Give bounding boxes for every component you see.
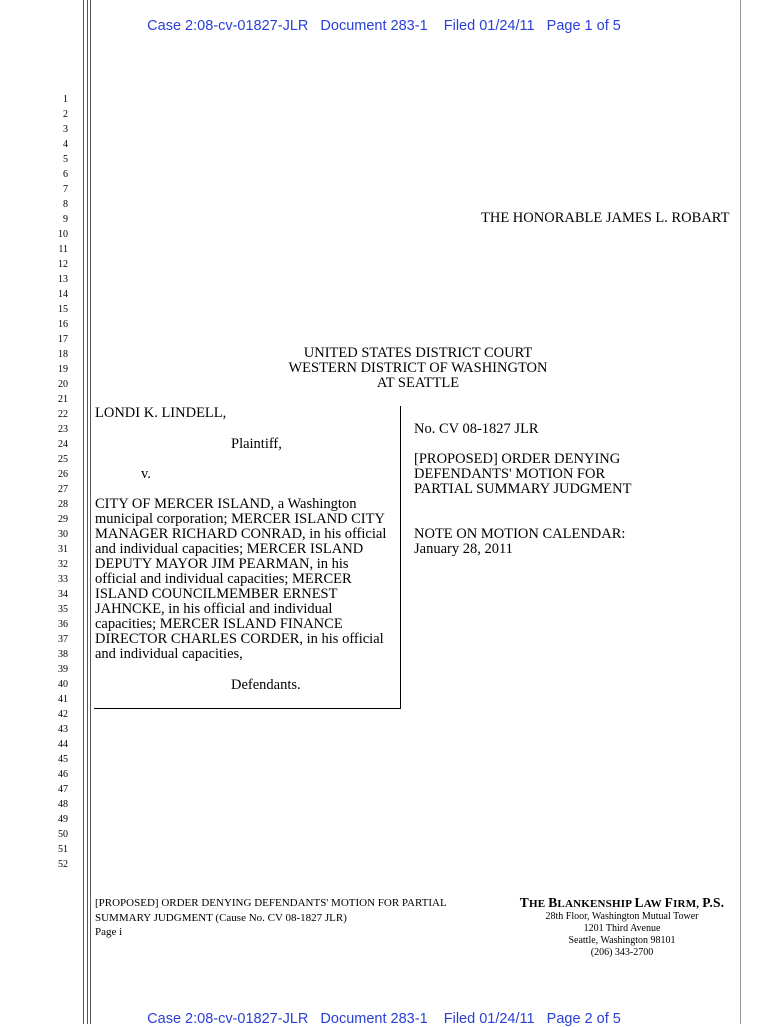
document-title-line: DEFENDANTS' MOTION FOR bbox=[414, 466, 606, 482]
ecf-header-stamp-next-page: Case 2:08-cv-01827-JLR Document 283-1 Filed 01/24/11 Page 2 of 5 bbox=[147, 1011, 621, 1027]
line-number: 52 bbox=[58, 859, 68, 870]
line-number: 32 bbox=[58, 559, 68, 570]
note-on-motion-calendar-date: January 28, 2011 bbox=[414, 541, 513, 557]
defendants-line: DIRECTOR CHARLES CORDER, in his official bbox=[95, 631, 384, 647]
footer-title-line-1: [PROPOSED] ORDER DENYING DEFENDANTS' MOTION FOR PARTIAL bbox=[95, 897, 447, 909]
line-number: 43 bbox=[58, 724, 68, 735]
firm-phone: (206) 343-2700 bbox=[590, 947, 654, 958]
margin-rule-left-inner bbox=[90, 0, 91, 1024]
court-line-2: WESTERN DISTRICT OF WASHINGTON bbox=[288, 360, 548, 376]
defendants-line: CITY OF MERCER ISLAND, a Washington bbox=[95, 496, 357, 512]
line-number-column bbox=[44, 92, 68, 872]
line-number: 51 bbox=[58, 844, 68, 855]
law-firm-block bbox=[512, 895, 732, 959]
line-number: 46 bbox=[58, 769, 68, 780]
document-title-line: [PROPOSED] ORDER DENYING bbox=[414, 451, 621, 467]
document-title bbox=[414, 452, 631, 497]
line-number: 10 bbox=[58, 229, 68, 240]
line-number: 11 bbox=[58, 244, 68, 255]
margin-rule-left-mid bbox=[87, 0, 88, 1024]
line-number: 3 bbox=[63, 124, 68, 135]
margin-rule-right bbox=[740, 0, 741, 1024]
line-number: 27 bbox=[58, 484, 68, 495]
line-number: 14 bbox=[58, 289, 68, 300]
line-number: 36 bbox=[58, 619, 68, 630]
court-line-3: AT SEATTLE bbox=[376, 375, 460, 391]
footer-document-title bbox=[95, 896, 447, 940]
firm-address-3: Seattle, Washington 98101 bbox=[568, 935, 676, 946]
court-line-1: UNITED STATES DISTRICT COURT bbox=[303, 345, 533, 361]
note-on-motion-calendar-label: NOTE ON MOTION CALENDAR: bbox=[414, 526, 626, 542]
margin-rule-left-outer bbox=[83, 0, 84, 1024]
line-number: 15 bbox=[58, 304, 68, 315]
defendants-line: and individual capacities; MERCER ISLAND bbox=[95, 541, 364, 557]
line-number: 41 bbox=[58, 694, 68, 705]
line-number: 17 bbox=[58, 334, 68, 345]
line-number: 49 bbox=[58, 814, 68, 825]
line-number: 9 bbox=[63, 214, 68, 225]
line-number: 47 bbox=[58, 784, 68, 795]
versus-label: v. bbox=[141, 466, 151, 482]
defendants-line: capacities; MERCER ISLAND FINANCE bbox=[95, 616, 343, 632]
line-number: 25 bbox=[58, 454, 68, 465]
document-title-line: PARTIAL SUMMARY JUDGMENT bbox=[414, 481, 632, 497]
line-number: 42 bbox=[58, 709, 68, 720]
line-number: 34 bbox=[58, 589, 68, 600]
plaintiff-name: LONDI K. LINDELL, bbox=[95, 405, 227, 421]
line-number: 33 bbox=[58, 574, 68, 585]
defendants-line: DEPUTY MAYOR JIM PEARMAN, in his bbox=[95, 556, 349, 572]
footer-title-line-2: SUMMARY JUDGMENT (Cause No. CV 08-1827 JLR) bbox=[95, 911, 347, 924]
line-number: 4 bbox=[63, 139, 68, 150]
defendants-line: JAHNCKE, in his official and individual bbox=[95, 601, 333, 617]
line-number: 12 bbox=[58, 259, 68, 270]
case-number: No. CV 08-1827 JLR bbox=[414, 421, 539, 437]
line-number: 45 bbox=[58, 754, 68, 765]
line-number: 48 bbox=[58, 799, 68, 810]
firm-address-2: 1201 Third Avenue bbox=[583, 923, 661, 934]
line-number: 26 bbox=[58, 469, 68, 480]
line-number: 28 bbox=[58, 499, 68, 510]
defendants-label: Defendants. bbox=[231, 677, 301, 693]
judge-name: THE HONORABLE JAMES L. ROBART bbox=[481, 210, 730, 226]
line-number: 5 bbox=[63, 154, 68, 165]
line-number: 30 bbox=[58, 529, 68, 540]
defendants-line: official and individual capacities; MERCER bbox=[95, 571, 352, 587]
firm-address-1: 28th Floor, Washington Mutual Tower bbox=[545, 911, 699, 922]
defendants-line: and individual capacities, bbox=[95, 646, 243, 662]
line-number: 19 bbox=[58, 364, 68, 375]
plaintiff-label: Plaintiff, bbox=[231, 436, 282, 452]
line-number: 20 bbox=[58, 379, 68, 390]
line-number: 8 bbox=[63, 199, 68, 210]
line-number: 2 bbox=[63, 109, 68, 120]
line-number: 1 bbox=[63, 94, 68, 105]
defendants-line: ISLAND COUNCILMEMBER ERNEST bbox=[95, 586, 338, 602]
defendants-list bbox=[95, 497, 386, 662]
line-number: 38 bbox=[58, 649, 68, 660]
line-number: 35 bbox=[58, 604, 68, 615]
line-number: 13 bbox=[58, 274, 68, 285]
law-firm-name: THE BLANKENSHIP LAW FIRM, P.S. bbox=[519, 895, 725, 910]
defendants-line: MANAGER RICHARD CONRAD, in his official bbox=[95, 526, 387, 542]
line-number: 29 bbox=[58, 514, 68, 525]
line-number: 16 bbox=[58, 319, 68, 330]
line-number: 44 bbox=[58, 739, 68, 750]
line-number: 24 bbox=[58, 439, 68, 450]
line-number: 37 bbox=[58, 634, 68, 645]
defendants-line: municipal corporation; MERCER ISLAND CITY bbox=[95, 511, 385, 527]
line-number: 18 bbox=[58, 349, 68, 360]
line-number: 21 bbox=[58, 394, 68, 405]
footer-page-number: Page i bbox=[95, 926, 123, 938]
line-number: 7 bbox=[63, 184, 68, 195]
court-heading bbox=[0, 346, 768, 391]
line-number: 50 bbox=[58, 829, 68, 840]
line-number: 40 bbox=[58, 679, 68, 690]
line-number: 23 bbox=[58, 424, 68, 435]
ecf-header-stamp: Case 2:08-cv-01827-JLR Document 283-1 Filed 01/24/11 Page 1 of 5 bbox=[147, 18, 621, 34]
line-number: 39 bbox=[58, 664, 68, 675]
line-number: 22 bbox=[58, 409, 68, 420]
line-number: 31 bbox=[58, 544, 68, 555]
line-number: 6 bbox=[63, 169, 68, 180]
